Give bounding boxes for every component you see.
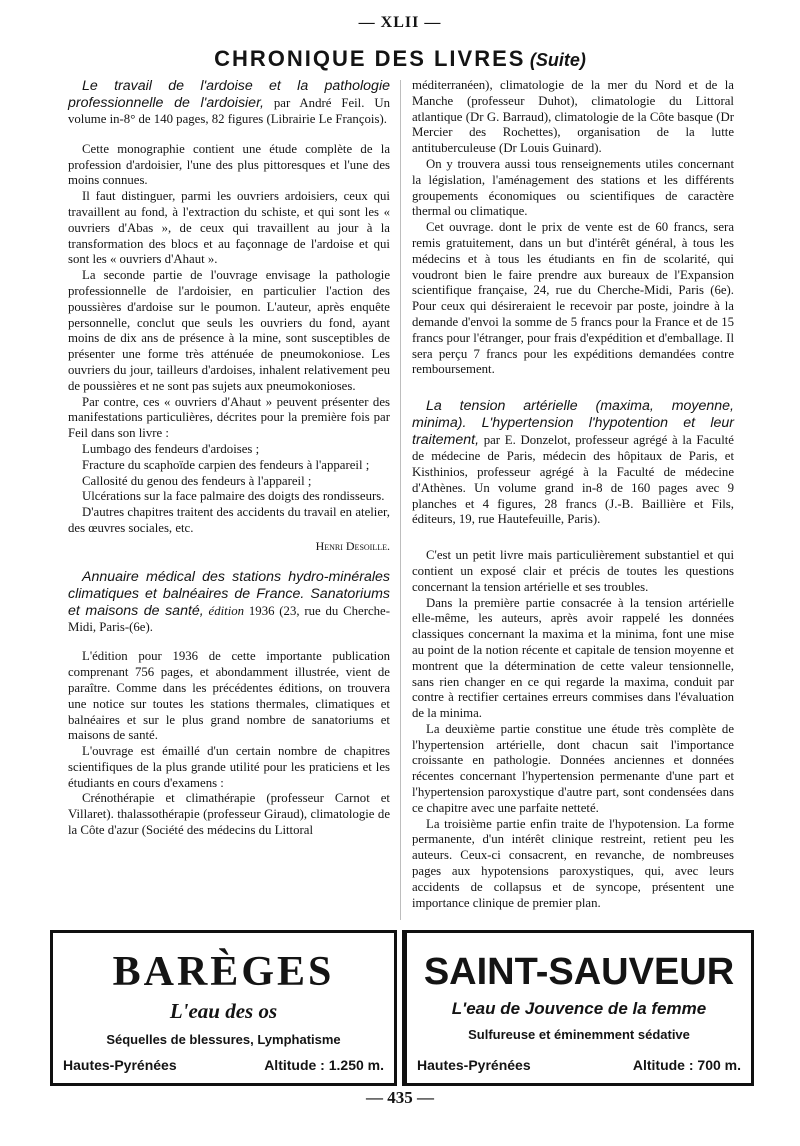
paragraph: D'autres chapitres traitent des accidents du travail en atelier, des œuvres sociales, etc. bbox=[68, 505, 390, 535]
paragraph: Cette monographie contient une étude complète de la profession d'ardoisier, l'une des plus pittoresques et l'une des moins connues. bbox=[68, 141, 390, 188]
section-suite: (Suite) bbox=[529, 50, 586, 70]
right-column bbox=[412, 78, 734, 911]
entry-3-heading bbox=[412, 398, 734, 528]
section-title: CHRONIQUE DES LIVRES bbox=[214, 46, 526, 71]
ad-bareges-altitude: Altitude : 1.250 m. bbox=[264, 1057, 384, 1073]
paragraph: C'est un petit livre mais particulièrement substantiel et qui contient un exposé clair et précis de toutes les questions concernant la tension artérielle et ses troubles. bbox=[412, 548, 734, 594]
ad-bareges-desc: Séquelles de blessures, Lymphatisme bbox=[106, 1032, 341, 1047]
paragraph: La troisième partie enfin traite de l'hypotension. La forme permanente, d'un intérêt clinique restreint, retient peu les auteurs. Ceux-ci consacrent, en revanche, de nombreuses pages aux hypotensions paroxystiques, qui, avec leurs accidents de collapsus et de syncope, présentent une importance clinique de premier plan. bbox=[412, 816, 734, 910]
ad-saint-sauveur bbox=[402, 930, 754, 1086]
ad-saint-sauveur-region: Hautes-Pyrénées bbox=[417, 1057, 531, 1073]
list-item: Callosité du genou des fendeurs à l'appareil ; bbox=[82, 473, 312, 488]
ad-bareges bbox=[50, 930, 397, 1086]
paragraph: Cet ouvrage. dont le prix de vente est de 60 francs, sera remis gratuitement, dans un but d'intérêt général, à tous les médecins et à tous les étudiants en fin de scolarité, qui voudront bien le faire prendre aux bureaux de l'Expansion scientifique française, 24, rue du Cherche-Midi, Paris (6e). Pour ceux qui désireraient le recevoir par poste, joindre à la demande d'envoi la somme de 5 francs pour la France et de 15 francs pour l'étranger, pour frais d'expédition et d'emballage. Il sera perçu 7 francs pour les expéditions demandées contre remboursement. bbox=[412, 220, 734, 377]
ad-saint-sauveur-desc: Sulfureuse et éminemment sédative bbox=[468, 1027, 690, 1042]
paragraph: Dans la première partie consacrée à la tension artérielle elle-même, les auteurs, après avoir rappelé les données classiques concernant la maxima et la minima, font une mise au point de la notion récente et capitale de tension moyenne et montrent que la détermination de cette valeur tensionnelle, sans rien changer en ce qui regarde la maxima, conduit par contre à rectifier certaines erreurs commises dans l'évaluation de la minima. bbox=[412, 595, 734, 721]
entry-1-title: Le travail de l'ardoise et la pathologie professionnelle de l'ardoisier, bbox=[68, 78, 390, 111]
entry-2-title: Annuaire médical des stations hydro-minérales climatiques et balnéaires de France. Sanatoriums et maisons de santé, bbox=[68, 568, 390, 619]
paragraph: Il faut distinguer, parmi les ouvriers ardoisiers, ceux qui travaillent au fond, à l'extraction du schiste, et qui sont les « ouvriers d'Abas », de ceux qui travaillent au jour à la transformation des blocs et au façonnage de l'ardoise et qui sont les « ouvriers d'Ahaut ». bbox=[68, 189, 390, 267]
ad-saint-sauveur-slogan: L'eau de Jouvence de la femme bbox=[451, 999, 707, 1018]
ad-bareges-name: BARÈGES bbox=[112, 949, 335, 995]
entry-1-details: par André Feil. Un volume in-8° de 140 pages, 82 figures (Librairie Le François). bbox=[68, 96, 390, 126]
paragraph: On y trouvera aussi tous renseignements utiles concernant la législation, l'aménagement des stations et les différents groupements économiques ou scientifiques de caractère thermal ou climatique. bbox=[412, 156, 734, 219]
paragraph-continuation: méditerranéen), climatologie de la mer du Nord et de la Manche (professeur Duhot), climatologie du Littoral atlantique (Dr G. Barraud), climatologie de la Côte basque (Dr Mercier des Rochettes), organisation de la lutte antituberculeuse (Dr Louis Guinard). bbox=[412, 78, 734, 156]
paragraph: La seconde partie de l'ouvrage envisage la pathologie professionnelle de l'ardoisier, en particulier l'action des poussières d'ardoise sur le poumon. L'auteur, après enquête personnelle, conclut que seuls les ouvriers du fond, ayant moins de dix ans de présence à la mine, sont susceptibles de présenter une forme très atténuée de pneumokoniose. Les ouvriers du jour, tailleurs d'ardoises, inhalent relativement peu de poussières et ne sont pas sujets aux pneumokonioses. bbox=[68, 268, 390, 393]
entry-2-details: 1936 (23, rue du Cherche-Midi, Paris-(6e). bbox=[68, 603, 390, 634]
entry-2-heading bbox=[68, 569, 390, 636]
paragraph: L'ouvrage est émaillé d'un certain nombre de chapitres scientifiques de la plus grande utilité pour les praticiens et les étudiants en cours d'examens : bbox=[68, 744, 390, 790]
paragraph: Crénothérapie et climathérapie (professeur Carnot et Villaret). thalassothérapie (professeur Giraud), climatologie de la Côte d'azur (Société des médecins du Littoral bbox=[68, 791, 390, 838]
left-column bbox=[68, 78, 390, 839]
paragraph: L'édition pour 1936 de cette importante publication comprenant 756 pages, et abondamment illustrée, vient de paraître. Comme dans les précédentes éditions, on trouvera une notice sur toutes les stations thermales, climatiques et balnéaires et sur le plus grand nombre de sanatoriums et maisons de santé. bbox=[68, 649, 390, 743]
section-header bbox=[0, 46, 800, 72]
list-item: Ulcérations sur la face palmaire des doigts des rondisseurs. bbox=[82, 489, 385, 504]
ad-bareges-slogan: L'eau des os bbox=[169, 999, 278, 1023]
ad-bareges-region: Hautes-Pyrénées bbox=[63, 1057, 177, 1073]
page-number-top: — XLII — bbox=[358, 14, 442, 31]
list-item: Lumbago des fendeurs d'ardoises ; bbox=[82, 441, 260, 456]
column-divider bbox=[400, 80, 401, 920]
entry-1-heading bbox=[68, 78, 390, 128]
ad-saint-sauveur-altitude: Altitude : 700 m. bbox=[632, 1057, 741, 1073]
paragraph: La deuxième partie constitue une étude très complète de l'hypertension artérielle, dont chacun sait l'importance croissante en pathologie. Données anciennes et données récentes concernant l'hypertension permenante d'une part et l'hypertension paroxystique d'autre part, sont condensées dans ce chapitre avec une parfaite netteté. bbox=[412, 721, 734, 815]
entry-3-details: par E. Donzelot, professeur agrégé à la Faculté de médecine de Paris, médecin des hôpitaux de Paris, et Kisthinios, professeur agrégé à la Faculté de médecine d'Athènes. Un volume grand in-8 de 160 pages avec 9 planches et 4 figures, 28 francs (J.-B. Baillière et Fils, éditeurs, 19, rue Hautefeuille, Paris). bbox=[412, 433, 734, 527]
ad-saint-sauveur-name: SAINT-SAUVEUR bbox=[423, 951, 735, 993]
list-item: Fracture du scaphoïde carpien des fendeurs à l'appareil ; bbox=[82, 457, 370, 472]
entry-3-title: La tension artérielle (maxima, moyenne, minima). L'hypertension l'hypotention et leur traitement, bbox=[412, 398, 734, 449]
reviewer-signature: Henri Desoille. bbox=[315, 538, 390, 553]
ad-saint-sauveur-footer bbox=[417, 1057, 741, 1073]
paragraph: Par contre, ces « ouvriers d'Ahaut » peuvent présenter des manifestations particulières, décrites pour la première fois par Feil dans son livre : bbox=[68, 394, 390, 441]
entry-2-edition: édition bbox=[203, 603, 245, 618]
page-number-bottom: — 435 — bbox=[366, 1088, 434, 1107]
ad-bareges-footer bbox=[63, 1057, 384, 1073]
